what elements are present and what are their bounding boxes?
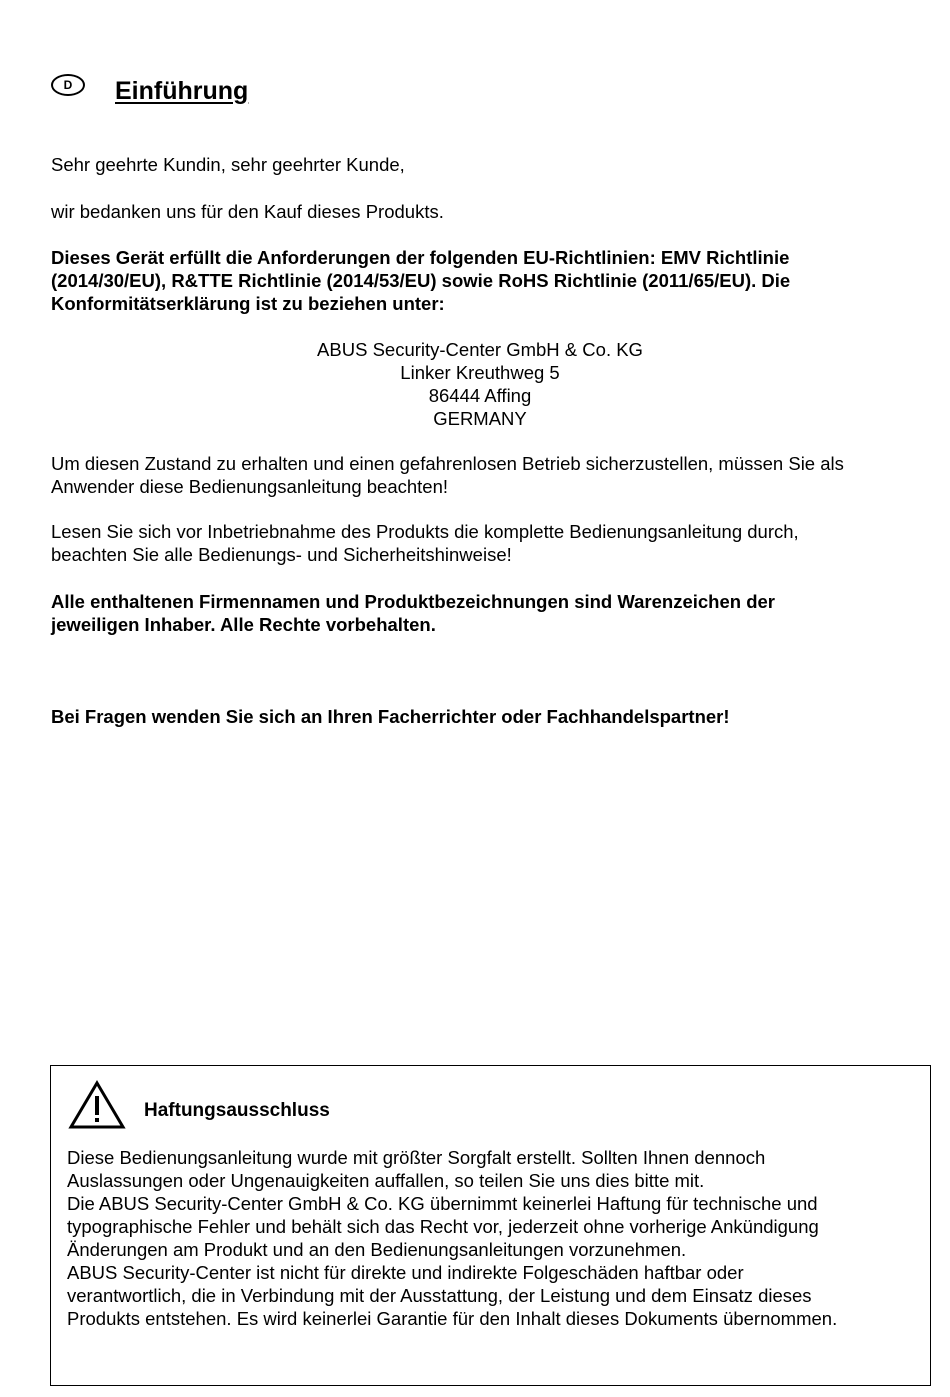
disclaimer-line: typographische Fehler und behält sich das Recht vor, jederzeit ohne vorherige Ankündigung — [67, 1216, 819, 1237]
conformity-notice — [51, 246, 921, 315]
operation-notice — [51, 452, 921, 498]
disclaimer-line: Diese Bedienungsanleitung wurde mit größter Sorgfalt erstellt. Sollten Ihnen dennoch — [67, 1147, 766, 1168]
read-manual-notice — [51, 520, 921, 566]
company-address — [51, 338, 909, 430]
address-city: 86444 Affing — [428, 385, 532, 406]
disclaimer-line: Auslassungen oder Ungenauigkeiten auffallen, so teilen Sie uns dies bitte mit. — [67, 1170, 705, 1191]
warning-triangle-icon — [68, 1080, 126, 1130]
operation-notice-line: Um diesen Zustand zu erhalten und einen gefahrenlosen Betrieb sicherzustellen, müssen Sie als — [51, 453, 844, 474]
conformity-line: (2014/30/EU), R&TTE Richtlinie (2014/53/EU) sowie RoHS Richtlinie (2011/65/EU). Die — [51, 270, 791, 291]
disclaimer-line: Die ABUS Security-Center GmbH & Co. KG übernimmt keinerlei Haftung für technische und — [67, 1193, 818, 1214]
questions-notice: Bei Fragen wenden Sie sich an Ihren Facherrichter oder Fachhandelspartner! — [51, 706, 730, 727]
operation-notice-line: Anwender diese Bedienungsanleitung beachten! — [51, 476, 449, 497]
disclaimer-line: ABUS Security-Center ist nicht für direkte und indirekte Folgeschäden haftbar oder — [67, 1262, 744, 1283]
language-badge — [51, 74, 85, 96]
page-title: Einführung — [115, 77, 249, 105]
conformity-line: Dieses Gerät erfüllt die Anforderungen der folgenden EU-Richtlinien: EMV Richtlinie — [51, 247, 790, 268]
language-badge-label: D — [63, 78, 73, 92]
trademark-line: jeweiligen Inhaber. Alle Rechte vorbehalten. — [51, 614, 436, 635]
disclaimer-box — [50, 1065, 931, 1386]
disclaimer-line: Änderungen am Produkt und an den Bedienungsanleitungen vorzunehmen. — [67, 1239, 687, 1260]
disclaimer-title: Haftungsausschluss — [144, 1100, 330, 1121]
disclaimer-line: verantwortlich, die in Verbindung mit der Ausstattung, der Leistung und dem Einsatz dieses — [67, 1285, 812, 1306]
disclaimer-line: Produkts entstehen. Es wird keinerlei Garantie für den Inhalt dieses Dokuments übernommen. — [67, 1308, 838, 1329]
address-street: Linker Kreuthweg 5 — [400, 362, 560, 383]
thanks-text: wir bedanken uns für den Kauf dieses Produkts. — [51, 201, 444, 222]
address-company: ABUS Security-Center GmbH & Co. KG — [317, 339, 643, 360]
address-country: GERMANY — [433, 408, 527, 429]
trademark-notice — [51, 590, 921, 636]
trademark-line: Alle enthaltenen Firmennamen und Produktbezeichnungen sind Warenzeichen der — [51, 591, 776, 612]
read-manual-line: Lesen Sie sich vor Inbetriebnahme des Produkts die komplette Bedienungsanleitung durch, — [51, 521, 799, 542]
disclaimer-text — [67, 1146, 917, 1330]
read-manual-line: beachten Sie alle Bedienungs- und Sicherheitshinweise! — [51, 544, 512, 565]
salutation: Sehr geehrte Kundin, sehr geehrter Kunde, — [51, 154, 405, 175]
conformity-line: Konformitätserklärung ist zu beziehen unter: — [51, 293, 445, 314]
